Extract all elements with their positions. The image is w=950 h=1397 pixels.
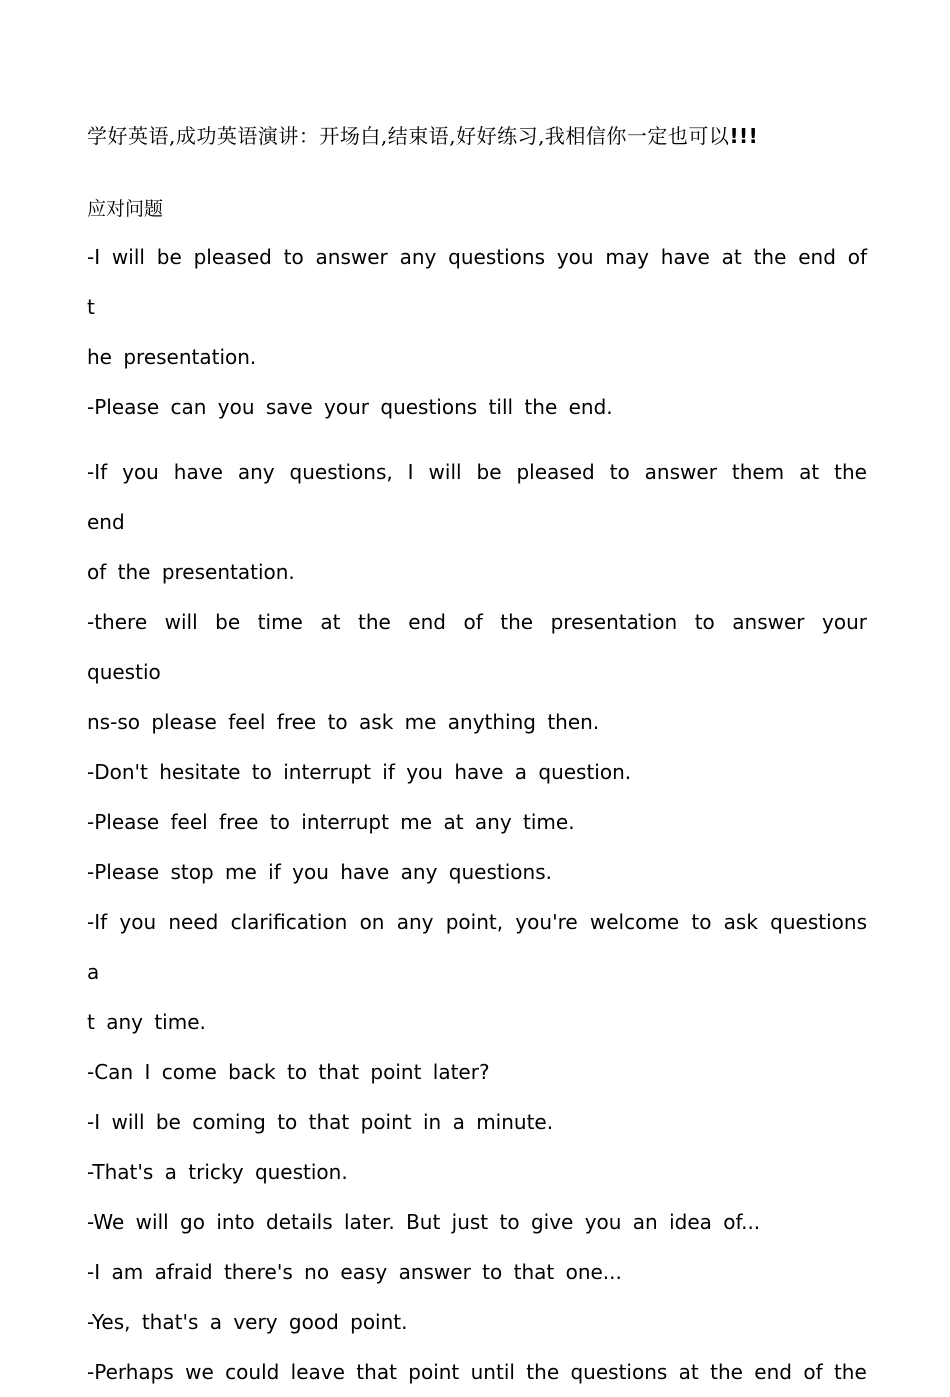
text-line: -I will be coming to that point in a minute. (87, 1110, 554, 1134)
section-heading: 应对问题 (87, 198, 164, 220)
text-line: -there will be time at the end of the presentation to answer your questio (87, 610, 879, 684)
text-line: ns-so please feel free to ask me anything then. (87, 710, 600, 734)
text-line: -We will go into details later. But just to give you an idea of... (87, 1210, 761, 1234)
title-text: 学好英语,成功英语演讲：开场白,结束语,好好练习,我相信你一定也可以 (87, 124, 730, 148)
title-emphasis: !!! (729, 124, 759, 148)
text-line: -That's a tricky question. (87, 1160, 348, 1184)
text-line: -Perhaps we could leave that point until the questions at the end of the (87, 1360, 867, 1384)
text-line: -Don't hesitate to interrupt if you have a question. (87, 760, 632, 784)
text-line: -Please stop me if you have any questions. (87, 860, 552, 884)
text-line: t any time. (87, 1010, 206, 1034)
document-title (87, 120, 758, 149)
text-line: -Can I come back to that point later? (87, 1060, 490, 1084)
text-line: -Please feel free to interrupt me at any time. (87, 810, 575, 834)
text-line: he presentation. (87, 345, 257, 369)
document-body (87, 232, 879, 1397)
text-line: -Yes, that's a very good point. (87, 1310, 408, 1334)
text-line: -I will be pleased to answer any questions you may have at the end of t (87, 245, 879, 319)
text-line: -If you need clarification on any point, you're welcome to ask questions a (87, 910, 879, 984)
text-line: -I am afraid there's no easy answer to that one... (87, 1260, 622, 1284)
text-line: -If you have any questions, I will be pleased to answer them at the end (87, 460, 879, 534)
text-line: of the presentation. (87, 560, 295, 584)
text-line: -Please can you save your questions till the end. (87, 395, 613, 419)
